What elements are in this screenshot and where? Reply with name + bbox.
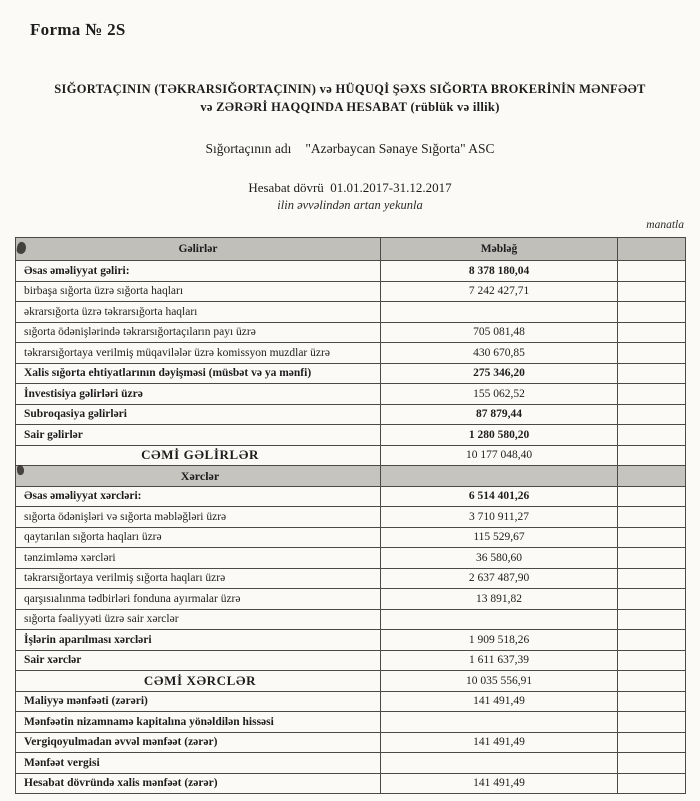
form-number: Forma № 2S: [30, 20, 126, 39]
header-incomes: Gəlirlər: [16, 238, 381, 261]
currency-note: manatla: [646, 219, 684, 231]
row-value: 705 081,48: [381, 322, 618, 343]
table-row: [16, 630, 686, 651]
row-extra-cell: [618, 630, 686, 651]
table-row: [16, 507, 686, 528]
row-extra-cell: [618, 691, 686, 712]
row-value: 87 879,44: [381, 404, 618, 425]
row-value: 141 491,49: [381, 691, 618, 712]
table-row: [16, 691, 686, 712]
table-row: [16, 609, 686, 630]
row-label: Maliyyə mənfəəti (zərəri): [16, 691, 381, 712]
table-row: [16, 404, 686, 425]
table-row: [16, 650, 686, 671]
table-row: [16, 363, 686, 384]
table-row: [16, 445, 686, 466]
row-label: Mənfəətin nizamnamə kapitalına yönəldilən hissəsi: [16, 712, 381, 733]
table-row: [16, 343, 686, 364]
row-label: təkrarsığortaya verilmiş müqavilələr üzrə komissyon muzdlar üzrə: [16, 343, 381, 364]
row-label: Sair xərclər: [16, 650, 381, 671]
row-extra-cell: [618, 650, 686, 671]
row-label: birbaşa sığorta üzrə sığorta haqları: [16, 281, 381, 302]
row-extra-cell: [618, 445, 686, 466]
row-extra-cell: [618, 466, 686, 487]
row-label: CƏMİ GƏLİRLƏR: [16, 445, 381, 466]
row-extra-cell: [618, 671, 686, 692]
row-extra-cell: [618, 404, 686, 425]
row-extra-cell: [618, 548, 686, 569]
table-row: [16, 302, 686, 323]
row-value: 1 280 580,20: [381, 425, 618, 446]
row-label: təkrarsığortaya verilmiş sığorta haqları üzrə: [16, 568, 381, 589]
insurer-line: [0, 141, 700, 157]
row-label: əkrarsığorta üzrə təkrarsığorta haqları: [16, 302, 381, 323]
report-table: [15, 237, 686, 794]
row-value: 7 242 427,71: [381, 281, 618, 302]
row-value: [381, 712, 618, 733]
row-label: Vergiqoyulmadan əvvəl mənfəət (zərər): [16, 732, 381, 753]
table-row: [16, 712, 686, 733]
row-label: Xalis sığorta ehtiyatlarının dəyişməsi (müsbət və ya mənfi): [16, 363, 381, 384]
row-value: 13 891,82: [381, 589, 618, 610]
row-label: İnvestisiya gəlirləri üzrə: [16, 384, 381, 405]
row-extra-cell: [618, 753, 686, 774]
row-extra-cell: [618, 384, 686, 405]
row-label: Sair gəlirlər: [16, 425, 381, 446]
row-value: [381, 302, 618, 323]
row-value: 275 346,20: [381, 363, 618, 384]
table-row: [16, 753, 686, 774]
period-line: [0, 180, 700, 196]
row-extra-cell: [618, 363, 686, 384]
row-value: 36 580,60: [381, 548, 618, 569]
table-row: [16, 548, 686, 569]
row-label: sığorta fəaliyyəti üzrə sair xərclər: [16, 609, 381, 630]
row-value: 141 491,49: [381, 732, 618, 753]
row-extra-cell: [618, 425, 686, 446]
table-row: [16, 527, 686, 548]
row-extra-cell: [618, 527, 686, 548]
row-extra-cell: [618, 773, 686, 794]
header-amount: Məbləğ: [381, 238, 618, 261]
report-title-line1: SIĞORTAÇININ (TƏKRARSIĞORTAÇININ) və HÜQUQİ ŞƏXS SIĞORTA BROKERİNİN MƏNFƏƏT: [54, 82, 646, 96]
row-extra-cell: [618, 281, 686, 302]
row-extra-cell: [618, 486, 686, 507]
table-row: [16, 261, 686, 282]
report-title-line2: və ZƏRƏRİ HAQQINDA HESABAT (rüblük və illik): [200, 100, 500, 114]
row-extra-cell: [618, 712, 686, 733]
row-label: CƏMİ XƏRCLƏR: [16, 671, 381, 692]
row-value: 8 378 180,04: [381, 261, 618, 282]
table-row: [16, 425, 686, 446]
row-extra-cell: [618, 589, 686, 610]
row-label: Subroqasiya gəlirləri: [16, 404, 381, 425]
row-extra-cell: [618, 343, 686, 364]
report-title: [0, 80, 700, 116]
report-table-body: [16, 261, 686, 794]
section-title: Xərclər: [16, 466, 381, 487]
row-value: 10 035 556,91: [381, 671, 618, 692]
row-value: 1 909 518,26: [381, 630, 618, 651]
row-value: 6 514 401,26: [381, 486, 618, 507]
table-row: [16, 486, 686, 507]
row-label: qarşısıalınma tədbirləri fonduna ayırmalar üzrə: [16, 589, 381, 610]
row-value: 115 529,67: [381, 527, 618, 548]
table-row: [16, 589, 686, 610]
row-extra-cell: [618, 732, 686, 753]
table-row: [16, 732, 686, 753]
header-extra: [618, 238, 686, 261]
row-label: sığorta ödənişlərində təkrarsığortaçıların payı üzrə: [16, 322, 381, 343]
insurer-label: Sığortaçının adı: [205, 141, 292, 156]
row-value: [381, 466, 618, 487]
cumulative-note: ilin əvvəlindən artan yekunla: [277, 198, 423, 212]
period-label: Hesabat dövrü: [248, 180, 324, 195]
row-value: 430 670,85: [381, 343, 618, 364]
row-extra-cell: [618, 609, 686, 630]
row-label: tənzimləmə xərcləri: [16, 548, 381, 569]
row-label: Hesabat dövründə xalis mənfəət (zərər): [16, 773, 381, 794]
table-row: [16, 322, 686, 343]
row-extra-cell: [618, 261, 686, 282]
row-extra-cell: [618, 568, 686, 589]
row-extra-cell: [618, 302, 686, 323]
row-label: İşlərin aparılması xərcləri: [16, 630, 381, 651]
row-value: 2 637 487,90: [381, 568, 618, 589]
table-header-row: [16, 238, 686, 261]
table-row: [16, 671, 686, 692]
table-row: [16, 384, 686, 405]
row-value: 141 491,49: [381, 773, 618, 794]
row-value: 3 710 911,27: [381, 507, 618, 528]
row-label: Mənfəət vergisi: [16, 753, 381, 774]
period-value: 01.01.2017-31.12.2017: [330, 180, 452, 195]
row-label: qaytarılan sığorta haqları üzrə: [16, 527, 381, 548]
row-extra-cell: [618, 507, 686, 528]
row-value: 1 611 637,39: [381, 650, 618, 671]
row-label: Əsas əməliyyat gəliri:: [16, 261, 381, 282]
row-value: [381, 753, 618, 774]
table-row: [16, 281, 686, 302]
row-value: 10 177 048,40: [381, 445, 618, 466]
insurer-name: "Azərbaycan Sənaye Sığorta" ASC: [305, 141, 495, 156]
section-row: [16, 466, 686, 487]
row-extra-cell: [618, 322, 686, 343]
row-value: 155 062,52: [381, 384, 618, 405]
row-label: Əsas əməliyyat xərcləri:: [16, 486, 381, 507]
table-row: [16, 773, 686, 794]
row-value: [381, 609, 618, 630]
table-row: [16, 568, 686, 589]
row-label: sığorta ödənişləri və sığorta məbləğləri üzrə: [16, 507, 381, 528]
